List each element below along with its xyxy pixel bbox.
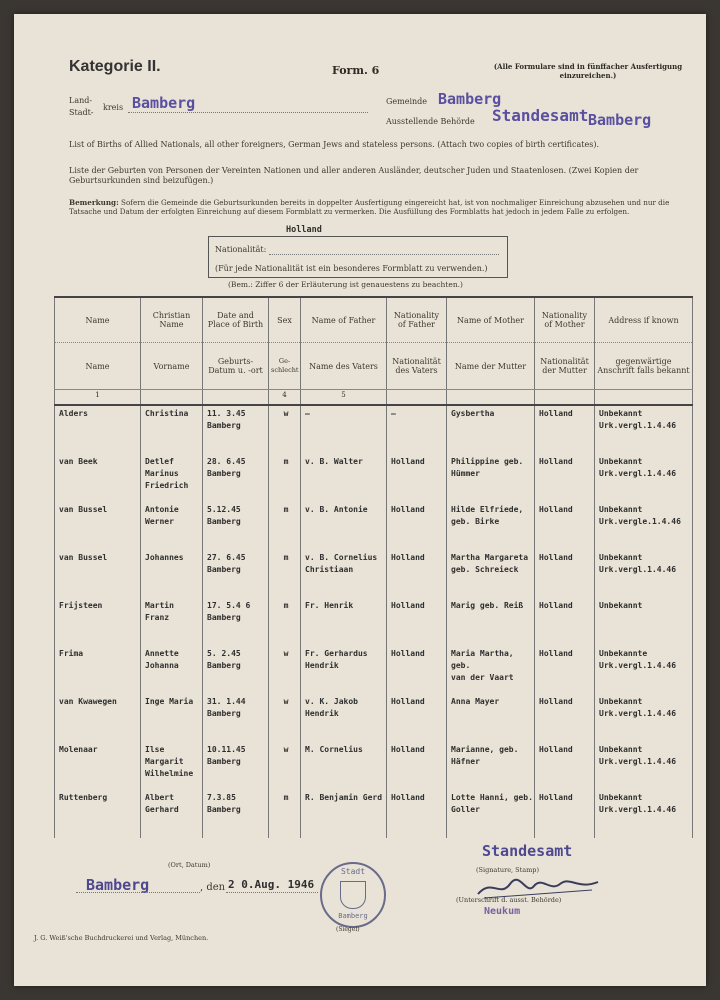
nationality-value: Holland	[286, 225, 322, 235]
document-page	[14, 14, 706, 986]
cell-text: Lotte Hanni, geb. Goller	[451, 793, 533, 814]
cell-text: w	[283, 697, 289, 706]
cell-text: w	[283, 409, 289, 418]
col-number	[447, 390, 535, 406]
cell-name	[55, 454, 141, 502]
cell-nat-vater	[387, 598, 447, 646]
cell-text: 7.3.85 Bamberg	[207, 793, 241, 814]
cell-geburt	[203, 550, 269, 598]
cell-text: 31. 1.44 Bamberg	[207, 697, 246, 718]
col-header-en: Sex	[269, 297, 301, 343]
cell-text: v. K. Jakob Hendrik	[305, 697, 358, 718]
cell-text: Holland	[539, 793, 573, 802]
cell-nat-vater	[387, 405, 447, 454]
cell-text: Holland	[391, 697, 425, 706]
cell-text: m	[283, 793, 289, 802]
cell-text: Unbekannt Urk.vergl.1.4.46	[599, 409, 677, 430]
cell-vater	[301, 742, 387, 790]
behoerde-stamp: Standesamt	[492, 106, 589, 125]
cell-vorname	[141, 454, 203, 502]
cell-text: Inge Maria	[145, 697, 194, 706]
kreis-line	[128, 112, 368, 113]
table-row	[55, 550, 693, 598]
cell-text: 11. 3.45 Bamberg	[207, 409, 246, 430]
cell-vorname	[141, 742, 203, 790]
cell-text: Christina	[145, 409, 189, 418]
col-header-de: Vorname	[141, 343, 203, 390]
table-row	[55, 694, 693, 742]
seal-bottom-text: Bamberg	[338, 912, 368, 920]
header-row-german	[55, 343, 693, 390]
cell-sex	[269, 694, 301, 742]
bemerkung	[69, 198, 689, 216]
column-number-row	[55, 390, 693, 406]
col-header-de: Ge-schlecht	[269, 343, 301, 390]
cell-nat-mutter	[535, 454, 595, 502]
col-header-de: gegenwärtige Anschrift falls bekannt	[595, 343, 693, 390]
cell-name	[55, 502, 141, 550]
cell-address	[595, 454, 693, 502]
ort-datum-label: (Ort, Datum)	[168, 861, 211, 869]
cell-geburt	[203, 646, 269, 694]
col-header-de: Geburts-Datum u. -ort	[203, 343, 269, 390]
cell-nat-mutter	[535, 405, 595, 454]
land-label: Land-	[69, 96, 93, 105]
cell-mutter	[447, 550, 535, 598]
cell-text: Marianne, geb. Häfner	[451, 745, 519, 766]
cell-nat-mutter	[535, 598, 595, 646]
cell-text: Holland	[539, 697, 573, 706]
cell-text: Frima	[59, 649, 84, 658]
cell-vorname	[141, 790, 203, 838]
cell-text: Alders	[59, 409, 88, 418]
cell-text: v. B. Cornelius Christiaan	[305, 553, 378, 574]
cell-text: Unbekannt Urk.vergle.1.4.46	[599, 505, 681, 526]
cell-text: 28. 6.45 Bamberg	[207, 457, 246, 478]
cell-address	[595, 790, 693, 838]
cell-nat-mutter	[535, 790, 595, 838]
cell-text: Unbekannt Urk.vergl.1.4.46	[599, 697, 677, 718]
table-row	[55, 742, 693, 790]
place-stamp: Bamberg	[86, 876, 150, 894]
cell-text: Holland	[539, 457, 573, 466]
cell-name	[55, 694, 141, 742]
col-header-de: Name der Mutter	[447, 343, 535, 390]
den-label: , den	[200, 882, 226, 893]
copies-note: (Alle Formulare sind in fünffacher Ausfertigung einzureichen.)	[493, 62, 683, 80]
cell-text: Holland	[391, 553, 425, 562]
cell-mutter	[447, 502, 535, 550]
cell-nat-vater	[387, 454, 447, 502]
cell-text: w	[283, 649, 289, 658]
cell-text: Maria Martha, geb. van der Vaart	[451, 649, 514, 682]
behoerde-label: Ausstellende Behörde	[386, 117, 475, 126]
cell-nat-vater	[387, 550, 447, 598]
table-row	[55, 598, 693, 646]
cell-address	[595, 742, 693, 790]
kategorie-title: Kategorie II.	[69, 58, 161, 75]
kreis-label: kreis	[103, 103, 124, 112]
cell-geburt	[203, 454, 269, 502]
kreis-stamp: Bamberg	[132, 94, 196, 112]
col-number	[535, 390, 595, 406]
seal-label: (Siegel)	[336, 926, 360, 933]
cell-text: Molenaar	[59, 745, 98, 754]
col-number	[595, 390, 693, 406]
cell-text: Holland	[539, 505, 573, 514]
cell-vorname	[141, 646, 203, 694]
cell-vorname	[141, 598, 203, 646]
nationality-box	[208, 236, 508, 278]
bemerkung-label: Bemerkung:	[69, 198, 119, 207]
cell-geburt	[203, 502, 269, 550]
cell-nat-vater	[387, 790, 447, 838]
cell-geburt	[203, 742, 269, 790]
cell-text: Ilse Margarit Wilhelmine	[145, 745, 194, 778]
cell-sex	[269, 550, 301, 598]
cell-text: 17. 5.4 6 Bamberg	[207, 601, 251, 622]
cell-text: Holland	[391, 601, 425, 610]
cell-text: Holland	[391, 457, 425, 466]
gemeinde-label: Gemeinde	[386, 97, 428, 106]
cell-text: Unbekannt Urk.vergl.1.4.46	[599, 553, 677, 574]
cell-text: Fr. Gerhardus Hendrik	[305, 649, 368, 670]
cell-text: Martha Margareta geb. Schreieck	[451, 553, 529, 574]
cell-text: Antonie Werner	[145, 505, 179, 526]
col-header-de: Nationalität des Vaters	[387, 343, 447, 390]
cell-text: Hilde Elfriede, geb. Birke	[451, 505, 524, 526]
cell-text: 5.12.45 Bamberg	[207, 505, 241, 526]
cell-text: Holland	[391, 649, 425, 658]
cell-nat-vater	[387, 502, 447, 550]
cell-sex	[269, 790, 301, 838]
cell-nat-vater	[387, 646, 447, 694]
gemeinde-stamp: Bamberg	[438, 90, 502, 108]
cell-vater	[301, 502, 387, 550]
cell-sex	[269, 405, 301, 454]
cell-text: Holland	[391, 793, 425, 802]
form-number: Form. 6	[332, 64, 380, 77]
cell-nat-mutter	[535, 646, 595, 694]
place-line	[76, 892, 200, 893]
cell-text: v. B. Walter	[305, 457, 363, 466]
cell-text: Gysbertha	[451, 409, 495, 418]
table-row	[55, 646, 693, 694]
cell-text: Detlef Marinus Friedrich	[145, 457, 189, 490]
signature-label: (Unterschrift d. ausst. Behörde)	[456, 896, 562, 904]
cell-text: 10.11.45 Bamberg	[207, 745, 246, 766]
col-header-en: Name	[55, 297, 141, 343]
behoerde-stamp-city: Bamberg	[588, 111, 652, 129]
header-row-english	[55, 297, 693, 343]
intro-german: Liste der Geburten von Personen der Vereinten Nationen und aller anderen Ausländer, deutscher Juden und Staatenlosen. (Zwei Kopien der Geburtsurkunden sind beizufügen.)	[69, 166, 639, 185]
seal-top-text: Stadt	[340, 867, 366, 876]
cell-text: Martin Franz	[145, 601, 174, 622]
cell-text: Anna Mayer	[451, 697, 500, 706]
cell-nat-vater	[387, 694, 447, 742]
cell-text: Unbekannt Urk.vergl.1.4.46	[599, 745, 677, 766]
signature-name-stamp: Neukum	[484, 906, 521, 917]
col-header-en: Address if known	[595, 297, 693, 343]
date-value: 2 0.Aug. 1946	[228, 878, 315, 891]
col-number	[203, 390, 269, 406]
table-row	[55, 454, 693, 502]
cell-text: Frijsteen	[59, 601, 103, 610]
table-row	[55, 790, 693, 838]
cell-vater	[301, 550, 387, 598]
cell-nat-mutter	[535, 550, 595, 598]
cell-vater	[301, 598, 387, 646]
cell-text: Holland	[539, 553, 573, 562]
cell-text: Holland	[539, 649, 573, 658]
cell-text: Annette Johanna	[145, 649, 179, 670]
cell-sex	[269, 742, 301, 790]
cell-vater	[301, 790, 387, 838]
col-number: 4	[269, 390, 301, 406]
nationality-line	[269, 254, 499, 255]
cell-text: M. Cornelius	[305, 745, 363, 754]
cell-vater	[301, 646, 387, 694]
cell-text: w	[283, 745, 289, 754]
cell-text: Philippine geb. Hümmer	[451, 457, 524, 478]
cell-text: Unbekannt Urk.vergl.1.4.46	[599, 793, 677, 814]
cell-text: Holland	[539, 745, 573, 754]
col-header-en: Name of Father	[301, 297, 387, 343]
cell-text: —	[391, 409, 396, 418]
stadt-label: Stadt-	[69, 108, 94, 117]
cell-text: Albert Gerhard	[145, 793, 179, 814]
cell-mutter	[447, 742, 535, 790]
cell-geburt	[203, 598, 269, 646]
cell-text: m	[283, 601, 289, 610]
col-number	[141, 390, 203, 406]
col-header-en: Christian Name	[141, 297, 203, 343]
cell-text: 27. 6.45 Bamberg	[207, 553, 246, 574]
cell-text: van Kwawegen	[59, 697, 117, 706]
date-line	[226, 892, 318, 893]
cell-text: Unbekannte Urk.vergl.1.4.46	[599, 649, 677, 670]
standesamt-stamp: Standesamt	[482, 842, 573, 860]
nationality-label: Nationalität:	[215, 245, 267, 254]
col-number	[387, 390, 447, 406]
cell-name	[55, 550, 141, 598]
signature-stamp-label: (Signature, Stamp)	[476, 866, 539, 874]
cell-vorname	[141, 694, 203, 742]
col-header-en: Nationality of Father	[387, 297, 447, 343]
bemerkung-text: Sofern die Gemeinde die Geburtsurkunden bereits in doppelter Ausfertigung eingereicht hat, ist von nochmaliger Einreichung abzusehen und nur die Tatsache und Datum der erfolgten Einreichung auf diesem Formblatt zu vermerken. Die Ausfüllung des Formblatts hat jedoch in jedem Falle zu erfolgen.	[69, 198, 670, 216]
cell-text: Holland	[391, 745, 425, 754]
col-header-en: Name of Mother	[447, 297, 535, 343]
cell-vorname	[141, 502, 203, 550]
table-row	[55, 405, 693, 454]
cell-name	[55, 405, 141, 454]
cell-address	[595, 598, 693, 646]
cell-vorname	[141, 550, 203, 598]
cell-text: 5. 2.45 Bamberg	[207, 649, 241, 670]
col-header-de: Name	[55, 343, 141, 390]
cell-nat-mutter	[535, 694, 595, 742]
cell-text: Ruttenberg	[59, 793, 108, 802]
cell-geburt	[203, 694, 269, 742]
cell-vater	[301, 694, 387, 742]
cell-text: Unbekannt	[599, 601, 643, 610]
cell-text: m	[283, 553, 289, 562]
cell-sex	[269, 598, 301, 646]
table-row	[55, 502, 693, 550]
cell-text: R. Benjamin Gerd	[305, 793, 383, 802]
cell-text: m	[283, 457, 289, 466]
cell-address	[595, 405, 693, 454]
cell-name	[55, 790, 141, 838]
cell-name	[55, 646, 141, 694]
cell-text: Unbekannt Urk.vergl.1.4.46	[599, 457, 677, 478]
col-header-de: Nationalität der Mutter	[535, 343, 595, 390]
births-table	[54, 296, 693, 838]
cell-vater	[301, 454, 387, 502]
cell-address	[595, 646, 693, 694]
cell-address	[595, 550, 693, 598]
cell-vorname	[141, 405, 203, 454]
cell-text: van Beek	[59, 457, 98, 466]
cell-text: Holland	[539, 409, 573, 418]
col-header-en: Nationality of Mother	[535, 297, 595, 343]
cell-text: Marig geb. Reiß	[451, 601, 524, 610]
cell-mutter	[447, 598, 535, 646]
cell-mutter	[447, 790, 535, 838]
cell-name	[55, 742, 141, 790]
cell-text: Fr. Henrik	[305, 601, 354, 610]
cell-vater	[301, 405, 387, 454]
intro-english: List of Births of Allied Nationals, all other foreigners, German Jews and stateless persons. (Attach two copies of birth certificates).	[69, 140, 599, 149]
cell-address	[595, 502, 693, 550]
cell-sex	[269, 502, 301, 550]
cell-mutter	[447, 454, 535, 502]
cell-text: —	[305, 409, 310, 418]
cell-text: m	[283, 505, 289, 514]
cell-text: van Bussel	[59, 505, 108, 514]
col-number: 5	[301, 390, 387, 406]
city-seal	[320, 862, 386, 928]
cell-name	[55, 598, 141, 646]
cell-geburt	[203, 790, 269, 838]
nationality-note: (Für jede Nationalität ist ein besonderes Formblatt zu verwenden.)	[215, 264, 488, 273]
cell-mutter	[447, 646, 535, 694]
cell-text: Holland	[539, 601, 573, 610]
cell-text: van Bussel	[59, 553, 108, 562]
cell-text: Johannes	[145, 553, 184, 562]
cell-mutter	[447, 405, 535, 454]
printer-line: J. G. Weiß'sche Buchdruckerei und Verlag, München.	[34, 934, 209, 942]
cell-mutter	[447, 694, 535, 742]
col-header-en: Date and Place of Birth	[203, 297, 269, 343]
col-header-de: Name des Vaters	[301, 343, 387, 390]
cell-nat-mutter	[535, 502, 595, 550]
cell-text: v. B. Antonie	[305, 505, 368, 514]
bem-note: (Bem.: Ziffer 6 der Erläuterung ist genauestens zu beachten.)	[228, 280, 463, 289]
cell-address	[595, 694, 693, 742]
cell-sex	[269, 454, 301, 502]
col-number: 1	[55, 390, 141, 406]
cell-sex	[269, 646, 301, 694]
seal-shield-icon	[340, 881, 366, 909]
cell-geburt	[203, 405, 269, 454]
cell-nat-vater	[387, 742, 447, 790]
cell-text: Holland	[391, 505, 425, 514]
cell-nat-mutter	[535, 742, 595, 790]
